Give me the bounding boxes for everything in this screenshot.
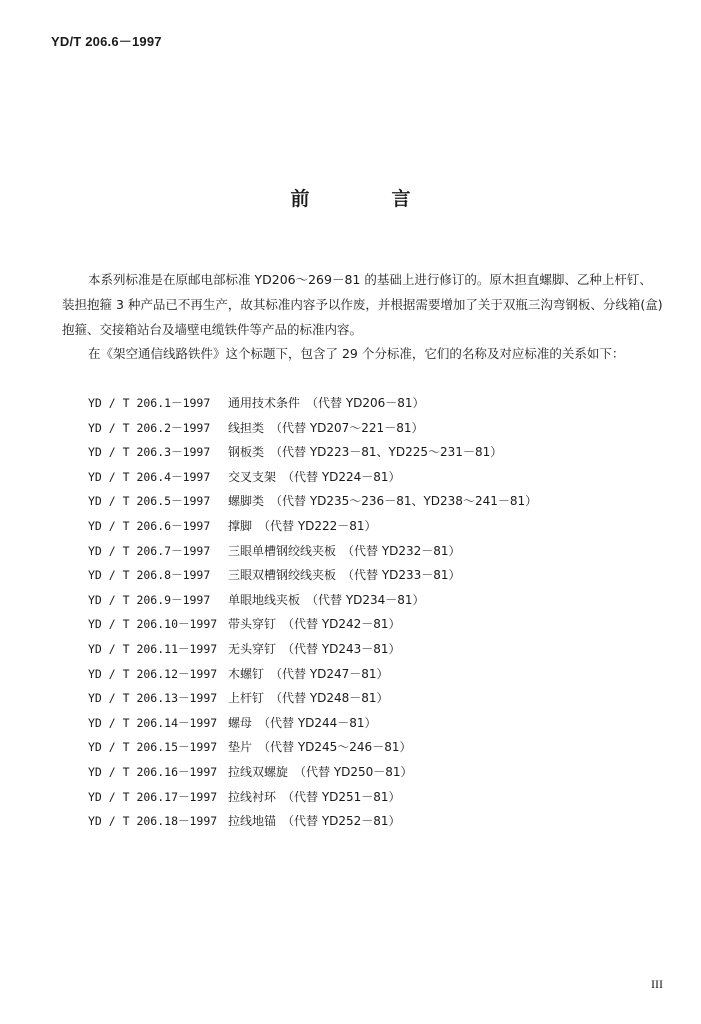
list-item	[88, 588, 648, 613]
standard-code: YD / T 206.5－1997	[88, 494, 211, 509]
standard-code: YD / T 206.13－1997	[88, 691, 218, 706]
intro-paragraph-2: 在《架空通信线路铁件》这个标题下，包含了 29 个分标准，它们的名称及对应标准的关系如下：	[88, 346, 625, 361]
standard-code: YD / T 206.15－1997	[88, 740, 218, 755]
list-item	[88, 563, 648, 588]
standard-code: YD / T 206.7－1997	[88, 543, 211, 558]
list-item	[88, 514, 648, 539]
standards-list	[88, 391, 648, 834]
list-item	[88, 760, 648, 785]
standard-name: 垫片 （代替 YD245～246－81）	[228, 740, 412, 755]
standard-code: YD / T 206.1－1997	[88, 396, 211, 410]
list-item	[88, 440, 648, 465]
standard-name: 通用技术条件 （代替 YD206－81）	[228, 396, 425, 410]
list-item	[88, 637, 648, 662]
page-number: III	[651, 977, 663, 991]
standard-name: 带头穿钉 （代替 YD242－81）	[228, 617, 401, 632]
standard-name: 三眼双槽钢绞线夹板 （代替 YD233－81）	[228, 568, 461, 583]
standard-name: 线担类 （代替 YD207～221－81）	[228, 420, 424, 435]
standard-code: YD / T 206.4－1997	[88, 469, 211, 484]
list-item	[88, 539, 648, 564]
standard-code: YD / T 206.9－1997	[88, 592, 211, 607]
standard-name: 钢板类 （代替 YD223－81、YD225～231－81）	[228, 445, 503, 460]
standard-code: YD / T 206.2－1997	[88, 420, 211, 435]
standard-code: YD / T 206.16－1997	[88, 764, 218, 779]
title-char-1: 前	[290, 188, 310, 210]
standard-name: 拉线地锚 （代替 YD252－81）	[228, 814, 401, 829]
standard-name: 木螺钉 （代替 YD247－81）	[228, 666, 389, 681]
standard-name: 螺脚类 （代替 YD235～236－81、YD238～241－81）	[228, 494, 538, 509]
standard-name: 螺母 （代替 YD244－81）	[228, 715, 377, 730]
standard-name: 上杆钉 （代替 YD248－81）	[228, 691, 389, 706]
list-item	[88, 785, 648, 810]
title-char-2: 言	[391, 188, 411, 210]
standard-code: YD / T 206.6－1997	[88, 518, 211, 533]
standard-code: YD / T 206.12－1997	[88, 666, 218, 681]
list-item	[88, 489, 648, 514]
list-item	[88, 391, 648, 416]
list-item	[88, 809, 648, 834]
standard-name: 三眼单槽钢绞线夹板 （代替 YD232－81）	[228, 543, 461, 558]
standard-code: YD / T 206.18－1997	[88, 814, 218, 829]
standard-name: 拉线双螺旋 （代替 YD250－81）	[228, 764, 413, 779]
list-item	[88, 735, 648, 760]
standard-name: 无头穿钉 （代替 YD243－81）	[228, 641, 401, 656]
list-item	[88, 662, 648, 687]
standard-name: 撑脚 （代替 YD222－81）	[228, 518, 377, 533]
list-item	[88, 465, 648, 490]
list-item	[88, 612, 648, 637]
standard-code-header: YD/T 206.6－1997	[51, 34, 162, 49]
standard-code: YD / T 206.17－1997	[88, 789, 218, 804]
standard-code: YD / T 206.11－1997	[88, 641, 218, 656]
standard-name: 拉线衬环 （代替 YD251－81）	[228, 789, 401, 804]
standard-code: YD / T 206.14－1997	[88, 715, 218, 730]
list-item	[88, 416, 648, 441]
intro-paragraph-1: 本系列标准是在原邮电部标准 YD206～269－81 的基础上进行修订的。原木担直螺脚、乙种上杆钉、装担抱箍 3 种产品已不再生产，故其标准内容予以作废，并根据需要增加了关于双瓶三沟弯钢板、分线箱(盒)抱箍、交接箱站台及墙壁电缆铁件等产品的标准内容。	[62, 272, 663, 337]
standard-name: 单眼地线夹板 （代替 YD234－81）	[228, 592, 425, 607]
standard-code: YD / T 206.10－1997	[88, 617, 218, 632]
list-item	[88, 711, 648, 736]
list-item	[88, 686, 648, 711]
standard-code: YD / T 206.8－1997	[88, 568, 211, 583]
standard-name: 交叉支架 （代替 YD224－81）	[228, 469, 401, 484]
page-title	[0, 184, 701, 211]
standard-code: YD / T 206.3－1997	[88, 445, 211, 460]
